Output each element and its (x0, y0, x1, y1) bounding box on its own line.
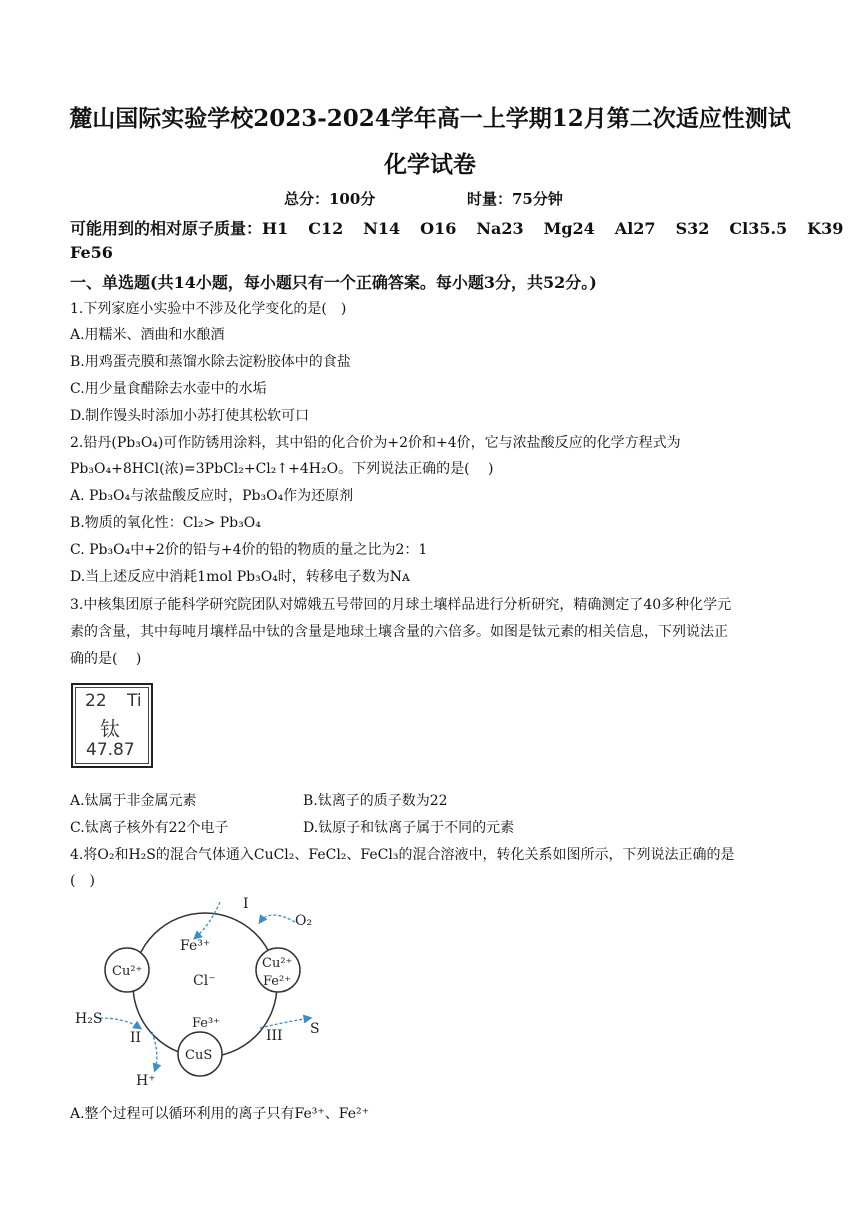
element-mass: 47.87 (86, 740, 135, 760)
atomic-mass-item: Al27 (614, 219, 656, 238)
cus-label: CuS (185, 1048, 213, 1063)
cu-left-label: Cu²⁺ (112, 964, 143, 979)
q3-stem-line1: 3.中核集团原子能科学研究院团队对嫦娥五号带回的月球土壤样品进行分析研究，精确测定了40多种化学元 (70, 597, 732, 613)
q1-option-a: A.用糯米、酒曲和水酿酒 (70, 327, 225, 343)
atomic-mass-item: Na23 (476, 219, 524, 238)
q3-stem-line2: 素的含量，其中每吨月壤样品中钛的含量是地球土壤含量的六倍多。如图是钛元素的相关信息，下列说法正 (70, 624, 728, 640)
q4-stem-line1: 4.将O₂和H₂S的混合气体通入CuCl₂、FeCl₂、FeCl₃的混合溶液中，转化关系如图所示，下列说法正确的是 (70, 847, 735, 863)
q2-option-b: B.物质的氧化性：Cl₂> Pb₃O₄ (70, 515, 261, 531)
q1-option-c: C.用少量食醋除去水壶中的水垢 (70, 381, 267, 397)
q4-option-a: A.整个过程可以循环利用的离子只有Fe³⁺、Fe²⁺ (70, 1106, 370, 1122)
q1-option-b: B.用鸡蛋壳膜和蒸馏水除去淀粉胶体中的食盐 (70, 354, 351, 370)
atomic-mass-item: H1 (262, 219, 289, 238)
h2s-label: H₂S (75, 1011, 103, 1027)
element-number: 22 (85, 691, 107, 711)
arrow-o2-in (260, 915, 295, 922)
reaction-cycle-diagram (70, 890, 330, 1095)
q2-stem-line1: 2.铅丹(Pb₃O₄)可作防锈用涂料，其中铅的化合价为+2价和+4价，它与浓盐酸反应的化学方程式为 (70, 435, 681, 451)
q3-option-a: A.钛属于非金属元素 (70, 793, 197, 809)
arrow-h2s-in (100, 1018, 140, 1028)
atomic-mass-item: C12 (308, 219, 344, 238)
chloride-label: Cl⁻ (193, 973, 216, 989)
titanium-element-card (71, 683, 153, 768)
element-name: 钛 (100, 717, 120, 741)
sulfur-label: S (310, 1021, 320, 1037)
q4-stem-line2: ( ) (70, 873, 95, 889)
fe3-bottom-label: Fe³⁺ (192, 1016, 221, 1031)
o2-label: O₂ (295, 913, 313, 929)
atomic-mass-item: Mg24 (543, 219, 595, 238)
fe2-right-label: Fe²⁺ (263, 974, 292, 989)
arrow-to-fe3 (195, 902, 220, 938)
step-label-iii: III (266, 1028, 283, 1044)
atomic-mass-item: Fe56 (70, 243, 113, 262)
q2-option-c: C. Pb₃O₄中+2价的铅与+4价的铅的物质的量之比为2：1 (70, 542, 428, 558)
exam-title: 麓山国际实验学校2023-2024学年高一上学期12月第二次适应性测试 (69, 105, 791, 132)
h-plus-label: H⁺ (136, 1073, 156, 1089)
fe3-top-label: Fe³⁺ (180, 938, 211, 954)
element-symbol: Ti (127, 691, 142, 711)
q3-stem-line3: 确的是( ) (70, 651, 142, 667)
atomic-mass-item: S32 (675, 219, 710, 238)
atomic-mass-label: 可能用到的相对原子质量： (70, 219, 263, 238)
q3-option-c: C.钛离子核外有22个电子 (70, 820, 229, 836)
section-heading: 一、单选题(共14小题，每小题只有一个正确答案。每小题3分，共52分。) (70, 273, 597, 292)
step-label-ii: II (130, 1030, 142, 1046)
atomic-mass-item: Cl35.5 (729, 219, 788, 238)
atomic-mass-row (70, 216, 843, 239)
total-score: 总分：100分 (284, 190, 376, 208)
q2-option-d: D.当上述反应中消耗1mol Pb₃O₄时，转移电子数为Nᴀ (70, 569, 410, 585)
exam-subject: 化学试卷 (384, 151, 476, 178)
q1-option-d: D.制作馒头时添加小苏打使其松软可口 (70, 408, 310, 424)
duration: 时量：75分钟 (467, 190, 563, 208)
atomic-mass-item: N14 (363, 219, 401, 238)
atomic-mass-item: O16 (420, 219, 457, 238)
q2-stem-line2: Pb₃O₄+8HCl(浓)=3PbCl₂+Cl₂↑+4H₂O。下列说法正确的是( ) (70, 461, 494, 477)
q3-option-d: D.钛原子和钛离子属于不同的元素 (303, 820, 515, 836)
q1-stem: 1.下列家庭小实验中不涉及化学变化的是( ) (70, 301, 347, 317)
cu-right-label: Cu²⁺ (262, 956, 293, 971)
q3-option-b: B.钛离子的质子数为22 (303, 793, 448, 809)
step-label-i: I (243, 896, 249, 912)
atomic-mass-item: K39 (807, 219, 844, 238)
q2-option-a: A. Pb₃O₄与浓盐酸反应时，Pb₃O₄作为还原剂 (70, 488, 354, 504)
